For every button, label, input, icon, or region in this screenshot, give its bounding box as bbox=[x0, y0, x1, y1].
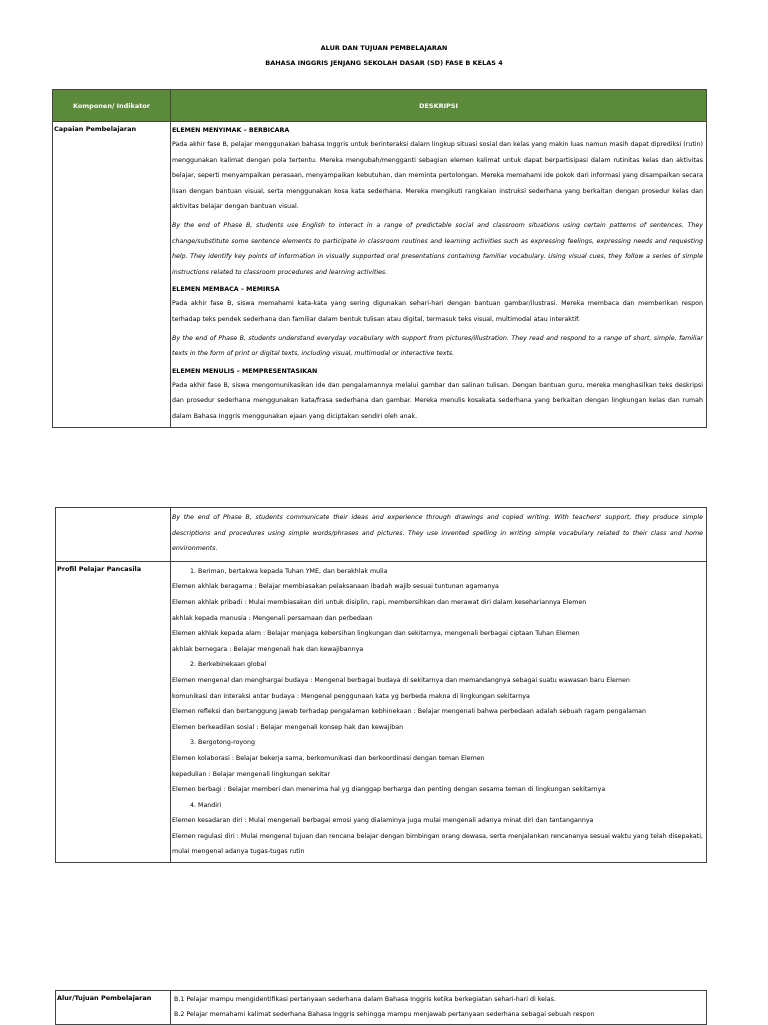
profil-element-line: kepedulian : Belajar mengenali lingkungan sekitar bbox=[172, 770, 331, 778]
profil-dimension-heading: 3. Bergotong-royong bbox=[190, 739, 255, 747]
alur-table bbox=[55, 990, 707, 1025]
profil-element-line: komunikasi dan interaksi antar budaya : Mengenal penggunaan kata yg berbeda makna di lingkungan sekitarnya bbox=[172, 692, 530, 700]
menulis-en-cell bbox=[171, 508, 707, 562]
alur-line-b2: B.2 Pelajar memahami kalimat sederhana Bahasa Inggris sehingga mampu menjawab pertanyaan sederhana sebagai sebuah respon bbox=[174, 1010, 595, 1018]
table-row bbox=[56, 508, 707, 562]
profil-element-line: Elemen mengenal dan menghargai budaya : Mengenal berbagai budaya di sekitarnya dan memandangnya sebagai suatu wawasan baru Elemen bbox=[172, 676, 630, 684]
profil-element-line: Elemen regulasi diri : Mulai mengenal tujuan dan rencana belajar dengan bimbingan orang dewasa, serta menjalankan rencananya sesuai waktu yang telah disepakati, mulai mengenal adanya tugas-tugas rutin bbox=[172, 832, 703, 856]
paragraph-membaca-id: Pada akhir fase B, siswa memahami kata-kata yang sering digunakan sehari-hari dengan bantuan gambar/ilustrasi. Mereka membaca dan memberikan respon terhadap teks pendek sederhana dan familiar dalam bentuk tulisan atau digital, termasuk teks visual, multimodal atau interaktif. bbox=[172, 300, 703, 323]
alur-description bbox=[171, 991, 707, 1025]
capaian-table bbox=[52, 89, 707, 428]
paragraph-menulis-id: Pada akhir fase B, siswa mengomunikasikan ide dan pengalamannya melalui gambar dan salinan tulisan. Dengan bantuan guru, mereka menghasilkan teks deskripsi dan prosedur sederhana menggunakan kata/frasa sederhana dan gambar. Mereka menulis kosakata sederhana yang berkaitan dengan lingkungan kelas dan rumah dalam Bahasa Inggris menggunakan ejaan yang diciptakan sendiri oleh anak. bbox=[172, 381, 703, 420]
section-heading-menulis: ELEMEN MENULIS – MEMPRESENTASIKAN bbox=[172, 367, 318, 375]
paragraph-menyimak-en: By the end of Phase B, students use English to interact in a range of predictable social and classroom situations using certain patterns of sentences. They change/substitute some sentence elements to participate in classroom routines and learning activities such as expressing feelings, expressing needs and requesting help. They identify key points of information in visually supported oral presentations containing familiar vocabulary. Using visual cues, they follow a series of simple instructions related to classroom procedures and learning activities. bbox=[172, 221, 703, 276]
table-row bbox=[56, 991, 707, 1025]
profil-dimension-heading: 1. Beriman, bertakwa kepada Tuhan YME, dan berakhlak mulia bbox=[190, 567, 388, 575]
empty-label-cell bbox=[56, 508, 171, 562]
header-deskripsi: DESKRIPSI bbox=[171, 90, 707, 122]
profil-dimension-heading: 4. Mandiri bbox=[190, 801, 222, 809]
table-header-row bbox=[53, 90, 707, 122]
profil-element-line: Elemen refleksi dan bertanggung jawab terhadap pengalaman kebhinekaan : Belajar mengenali bahwa perbedaan adalah sebuah ragam pengalaman bbox=[172, 708, 646, 716]
section-heading-membaca: ELEMEN MEMBACA – MEMIRSA bbox=[172, 286, 280, 294]
alur-line-b1: B.1 Pelajar mampu mengidentifikasi pertanyaan sederhana dalam Bahasa Inggris ketika berkegiatan sehari-hari di kelas. bbox=[174, 996, 556, 1003]
profil-element-line: Elemen akhlak kepada alam : Belajar menjaga kebersihan lingkungan dan sekitarnya, mengenali berbagai ciptaan Tuhan Elemen bbox=[172, 630, 580, 638]
profil-element-line: Elemen kesadaran diri : Mulai mengenali berbagai emosi yang dialaminya juga mulai mengenali adanya minat diri dan tantangannya bbox=[172, 817, 594, 825]
row-label-capaian: Capaian Pembelajaran bbox=[53, 122, 171, 428]
paragraph-membaca-en: By the end of Phase B, students understand everyday vocabulary with support from pictures/illustration. They read and respond to a range of short, simple, familiar texts in the form of print or digital texts, including visual, multimodal or interactive texts. bbox=[172, 334, 703, 358]
profil-element-line: akhlak bernegara : Belajar mengenali hak dan kewajibannya bbox=[172, 645, 364, 653]
document-subtitle: BAHASA INGGRIS JENJANG SEKOLAH DASAR (SD) FASE B KELAS 4 bbox=[265, 59, 503, 67]
section-heading-menyimak: ELEMEN MENYIMAK – BERBICARA bbox=[172, 127, 290, 134]
table-row bbox=[53, 122, 707, 428]
profil-dimension-heading: 2. Berkebinekaan global bbox=[190, 661, 267, 669]
table-row bbox=[56, 561, 707, 862]
paragraph-menulis-en: By the end of Phase B, students communicate their ideas and experience through drawings and copied writing. With teachers' support, they produce simple descriptions and procedures using simple words/phrases and pictures. They use invented spelling in writing simple vocabulary related to their class and home environments. bbox=[172, 514, 703, 553]
header-komponen: Komponen/ Indikator bbox=[53, 90, 171, 122]
profil-description bbox=[171, 561, 707, 862]
profil-element-line: Elemen akhlak pribadi : Mulai membiasakan diri untuk disiplin, rapi, membersihkan dan merawat diri dalam kesehariannya Elemen bbox=[172, 598, 587, 606]
profil-element-line: Elemen akhlak beragama : Belajar membiasakan pelaksanaan ibadah wajib sesuai tuntunan agamanya bbox=[172, 583, 499, 591]
paragraph-menyimak-id: Pada akhir fase B, pelajar menggunakan bahasa Inggris untuk berinteraksi dalam lingkup situasi sosial dan kelas yang makin luas namun masih dapat diprediksi (rutin) menggunakan kalimat dengan pola tertentu. Mereka mengubah/mengganti sebagian elemen kalimat untuk dapat berpartisipasi dalam rutinitas kelas dan aktivitas belajar, seperti menyampaikan perasaan, menyampaikan kebutuhan, dan meminta pertolongan. Mereka memahami ide pokok dari informasi yang disampaikan secara lisan dengan bantuan visual, serta menggunakan kosa kata sederhana. Mereka mengikuti rangkaian instruksi sederhana yang berkaitan dengan prosedur kelas dan aktivitas belajar dengan bantuan visual. bbox=[172, 141, 703, 211]
profil-table bbox=[55, 507, 707, 863]
profil-element-line: Elemen berbagi : Belajar memberi dan menerima hal yg dianggap berharga dan penting dengan sesama teman di lingkungan sekitarnya bbox=[172, 786, 606, 794]
row-label-alur: Alur/Tujuan Pembelajaran bbox=[56, 991, 171, 1025]
row-label-profil: Profil Pelajar Pancasila bbox=[56, 561, 171, 862]
capaian-description bbox=[171, 122, 707, 428]
profil-element-line: akhlak kepada manusia : Mengenali persamaan dan perbedaan bbox=[172, 614, 373, 622]
profil-element-line: Elemen kolaborasi : Belajar bekerja sama, berkomunikasi dan berkoordinasi dengan teman Elemen bbox=[172, 754, 485, 762]
document-title: ALUR DAN TUJUAN PEMBELAJARAN bbox=[320, 44, 448, 52]
profil-element-line: Elemen berkeadilan sosial : Belajar mengenali konsep hak dan kewajiban bbox=[172, 723, 404, 731]
